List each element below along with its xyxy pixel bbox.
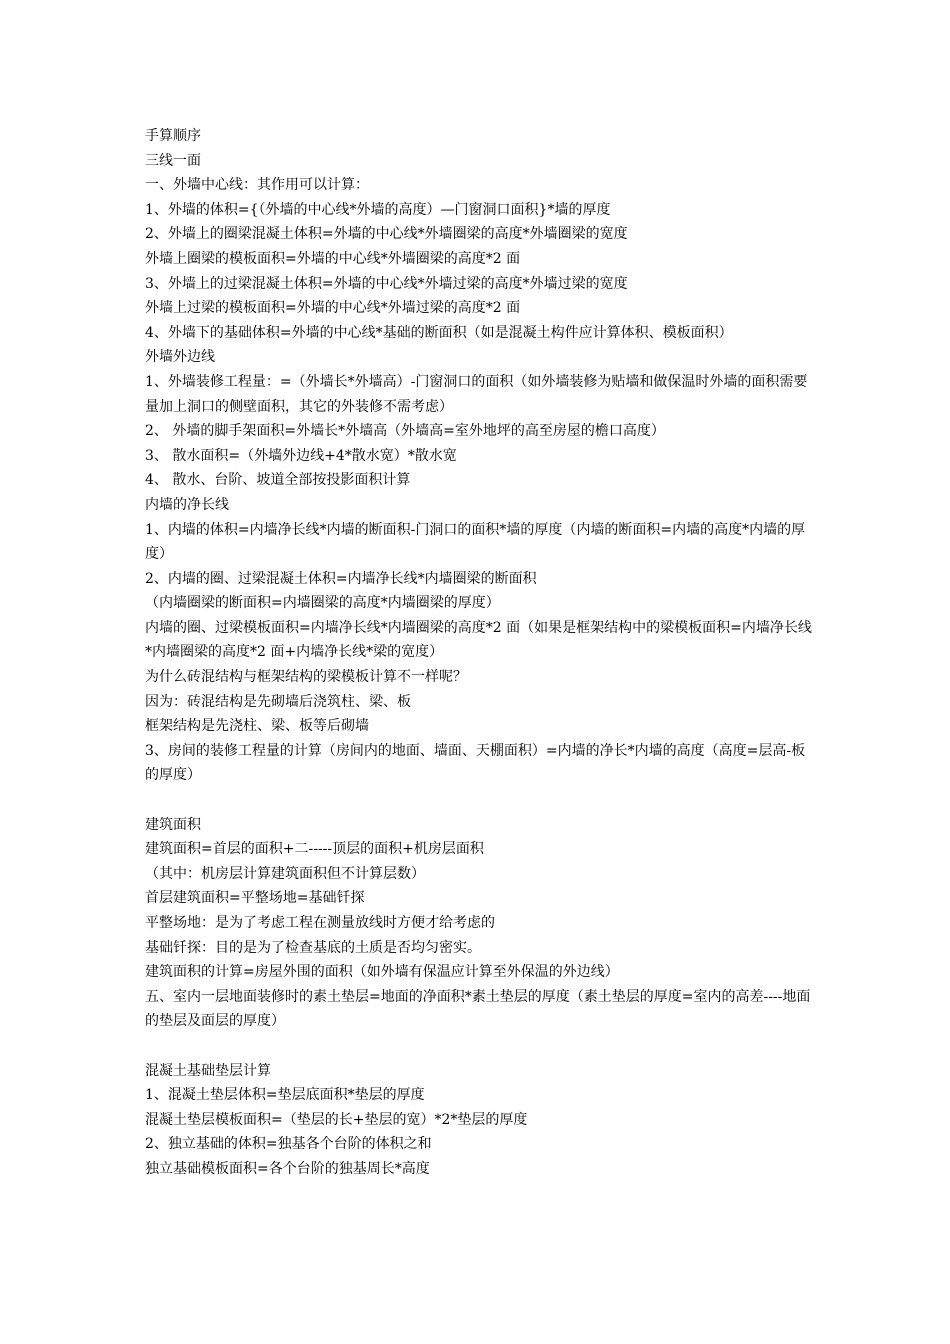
text-line: 五、室内一层地面装修时的素土垫层=地面的净面积*素土垫层的厚度（素土垫层的厚度=室内的高差----地面的垫层及面层的厚度） xyxy=(145,988,811,1030)
text-line: 3、 散水面积=（外墙外边线+4*散水宽）*散水宽 xyxy=(145,447,457,464)
text-line: 首层建筑面积=平整场地=基础钎探 xyxy=(145,890,365,907)
text-line: 2、独立基础的体积=独基各个台阶的体积之和 xyxy=(145,1136,432,1153)
text-line: 基础钎探：目的是为了检查基底的土质是否均匀密实。 xyxy=(145,939,481,956)
section-heading: 外墙外边线 xyxy=(145,349,215,366)
text-line: 1、混凝土垫层体积=垫层底面积*垫层的厚度 xyxy=(145,1087,425,1104)
text-line: 独立基础模板面积=各个台阶的独基周长*高度 xyxy=(145,1160,430,1177)
text-line: （内墙圈梁的断面积=内墙圈梁的高度*内墙圈梁的厚度） xyxy=(145,595,500,612)
text-line: 4、 散水、台阶、坡道全部按投影面积计算 xyxy=(145,472,411,489)
doc-title: 手算顺序 xyxy=(145,128,201,144)
text-line: 2、 外墙的脚手架面积=外墙长*外墙高（外墙高=室外地坪的高至房屋的檐口高度） xyxy=(145,423,665,440)
text-line: 建筑面积=首层的面积+二-----顶层的面积+机房层面积 xyxy=(145,841,484,858)
blank-line xyxy=(145,1034,813,1059)
document-body xyxy=(145,124,813,1182)
text-line: 外墙上圈梁的模板面积=外墙的中心线*外墙圈梁的高度*2 面 xyxy=(145,250,521,267)
section-heading: 一、外墙中心线：其作用可以计算： xyxy=(145,177,369,194)
text-line: （其中：机房层计算建筑面积但不计算层数） xyxy=(145,865,425,882)
text-line: 2、内墙的圈、过梁混凝土体积=内墙净长线*内墙圈梁的断面积 xyxy=(145,570,537,587)
text-line: 混凝土垫层模板面积=（垫层的长+垫层的宽）*2*垫层的厚度 xyxy=(145,1111,528,1128)
text-line: 外墙上过梁的模板面积=外墙的中心线*外墙过梁的高度*2 面 xyxy=(145,300,521,317)
text-line: 平整场地：是为了考虑工程在测量放线时方便才给考虑的 xyxy=(145,915,495,931)
text-line: 2、外墙上的圈梁混凝土体积=外墙的中心线*外墙圈梁的高度*外墙圈梁的宽度 xyxy=(145,226,628,243)
section-heading: 三线一面 xyxy=(145,152,201,169)
blank-line xyxy=(145,788,813,813)
text-line: 1、内墙的体积=内墙净长线*内墙的断面积-门洞口的面积*墙的厚度（内墙的断面积=内墙的高度*内墙的厚度） xyxy=(145,521,806,563)
section-heading: 混凝土基础垫层计算 xyxy=(145,1062,271,1079)
text-line: 3、外墙上的过梁混凝土体积=外墙的中心线*外墙过梁的高度*外墙过梁的宽度 xyxy=(145,275,628,292)
section-heading: 建筑面积 xyxy=(145,816,201,833)
text-line: 4、外墙下的基础体积=外墙的中心线*基础的断面积（如是混凝土构件应计算体积、模板面积） xyxy=(145,324,733,341)
text-line: 因为：砖混结构是先砌墙后浇筑柱、梁、板 xyxy=(145,693,411,710)
section-heading: 内墙的净长线 xyxy=(145,496,229,513)
text-line: 3、房间的装修工程量的计算（房间内的地面、墙面、天棚面积）=内墙的净长*内墙的高度（高度=层高-板的厚度） xyxy=(145,742,806,784)
text-line: 建筑面积的计算=房屋外围的面积（如外墙有保温应计算至外保温的外边线） xyxy=(145,964,619,981)
text-line: 为什么砖混结构与框架结构的梁模板计算不一样呢？ xyxy=(145,669,467,686)
text-line: 1、外墙的体积={（外墙的中心线*外墙的高度）—门窗洞口面积}*墙的厚度 xyxy=(145,201,611,218)
text-line: 内墙的圈、过梁模板面积=内墙净长线*内墙圈梁的高度*2 面（如果是框架结构中的梁模板面积=内墙净长线*内墙圈梁的高度*2 面+内墙净长线*梁的宽度） xyxy=(145,619,812,661)
text-line: 1、外墙装修工程量：=（外墙长*外墙高）-门窗洞口的面积（如外墙装修为贴墙和做保温时外墙的面积需要量加上洞口的侧壁面积，其它的外装修不需考虑） xyxy=(145,373,808,415)
text-line: 框架结构是先浇柱、梁、板等后砌墙 xyxy=(145,718,369,735)
